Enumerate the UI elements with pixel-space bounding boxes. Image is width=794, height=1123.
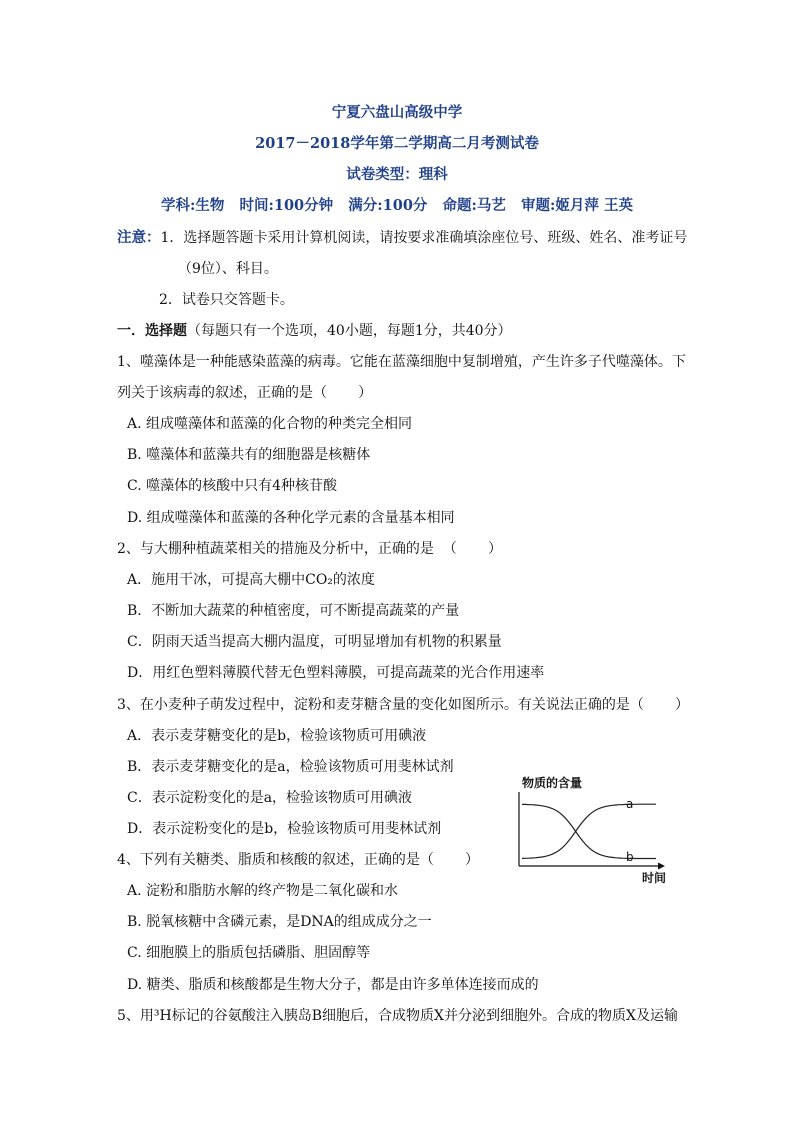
question-1-option-b: B. 噬藻体和蓝藻共有的细胞器是核糖体 — [127, 447, 371, 463]
question-3-option-b: B．表示麦芽糖变化的是a，检验该物质可用斐林试剂 — [127, 759, 454, 775]
exam-meta: 学科:生物 时间:100分钟 满分:100分 命题:马艺 审题:姬月萍 王英 — [161, 197, 633, 214]
section-heading — [117, 321, 512, 341]
question-4-option-a: A. 淀粉和脂肪水解的终产物是二氧化碳和水 — [127, 883, 399, 899]
paper-type: 试卷类型：理科 — [346, 166, 448, 183]
question-4-option-c: C. 细胞膜上的脂质包括磷脂、胆固醇等 — [127, 945, 371, 961]
question-3-option-a: A．表示麦芽糖变化的是b，检验该物质可用碘液 — [127, 728, 427, 744]
notes-item2: 2．试卷只交答题卡。 — [159, 292, 294, 308]
question-2-option-a: A．施用干冰，可提高大棚中CO₂的浓度 — [127, 572, 375, 588]
school-title: 宁夏六盘山高级中学 — [331, 104, 463, 121]
question-5-stem: 5、用³H标记的谷氨酸注入胰岛B细胞后，合成物质X并分泌到细胞外。合成的物质X及运输 — [117, 1008, 678, 1024]
notes-item1-line1: 1．选择题答题卡采用计算机阅读，请按要求准确填涂座位号、班级、姓名、准考证号 — [160, 230, 688, 246]
notes-item1 — [117, 228, 687, 248]
question-4-option-b: B. 脱氧核糖中含磷元素，是DNA的组成成分之一 — [127, 914, 432, 930]
exam-title: 2017－2018学年第二学期高二月考测试卷 — [255, 135, 539, 152]
question-2-stem: 2、与大棚种植蔬菜相关的措施及分析中，正确的是 （ ） — [117, 541, 502, 557]
question-2-option-b: B．不断加大蔬菜的种植密度，可不断提高蔬菜的产量 — [127, 603, 460, 619]
question-4-stem: 4、下列有关糖类、脂质和核酸的叙述，正确的是（ ） — [117, 852, 480, 868]
series-b-label: b — [626, 850, 634, 864]
question-1-option-c: C. 噬藻体的核酸中只有4种核苷酸 — [127, 478, 338, 494]
question-1-option-a: A. 组成噬藻体和蓝藻的化合物的种类完全相同 — [127, 416, 413, 432]
x-axis-arrow — [658, 863, 665, 870]
question-4-option-d: D. 糖类、脂质和核酸都是生物大分子，都是由许多单体连接而成的 — [127, 977, 539, 993]
chart-xlabel: 时间 — [642, 871, 667, 885]
section-desc: （每题只有一个选项，40小题，每题1分，共40分） — [187, 323, 512, 339]
question-2-option-c: C．阴雨天适当提高大棚内温度，可明显增加有机物的积累量 — [127, 634, 502, 650]
question-3-option-d: D．表示淀粉变化的是b，检验该物质可用斐林试剂 — [127, 821, 442, 837]
series-a-line — [522, 804, 656, 858]
starch-maltose-chart — [510, 774, 680, 886]
question-1-option-d: D. 组成噬藻体和蓝藻的各种化学元素的含量基本相同 — [127, 510, 455, 526]
notes-label: 注意： — [117, 229, 161, 246]
section-title: 一．选择题 — [117, 323, 187, 339]
question-3-stem: 3、在小麦种子萌发过程中，淀粉和麦芽糖含量的变化如图所示。有关说法正确的是（ ） — [117, 697, 690, 713]
question-1-stem-line-1: 1、噬藻体是一种能感染蓝藻的病毒。它能在蓝藻细胞中复制增殖，产生许多子代噬藻体。下 — [117, 354, 686, 370]
chart-ylabel: 物质的含量 — [522, 776, 583, 790]
series-a-label: a — [626, 797, 634, 811]
series-b-line — [522, 804, 656, 858]
question-1-stem-line-2: 列关于该病毒的叙述，正确的是（ ） — [117, 385, 373, 401]
notes-item1-line2: （9位）、科目。 — [178, 261, 278, 277]
question-2-option-d: D．用红色塑料薄膜代替无色塑料薄膜，可提高蔬菜的光合作用速率 — [127, 665, 545, 681]
question-3-option-c: C．表示淀粉变化的是a，检验该物质可用碘液 — [127, 790, 413, 806]
